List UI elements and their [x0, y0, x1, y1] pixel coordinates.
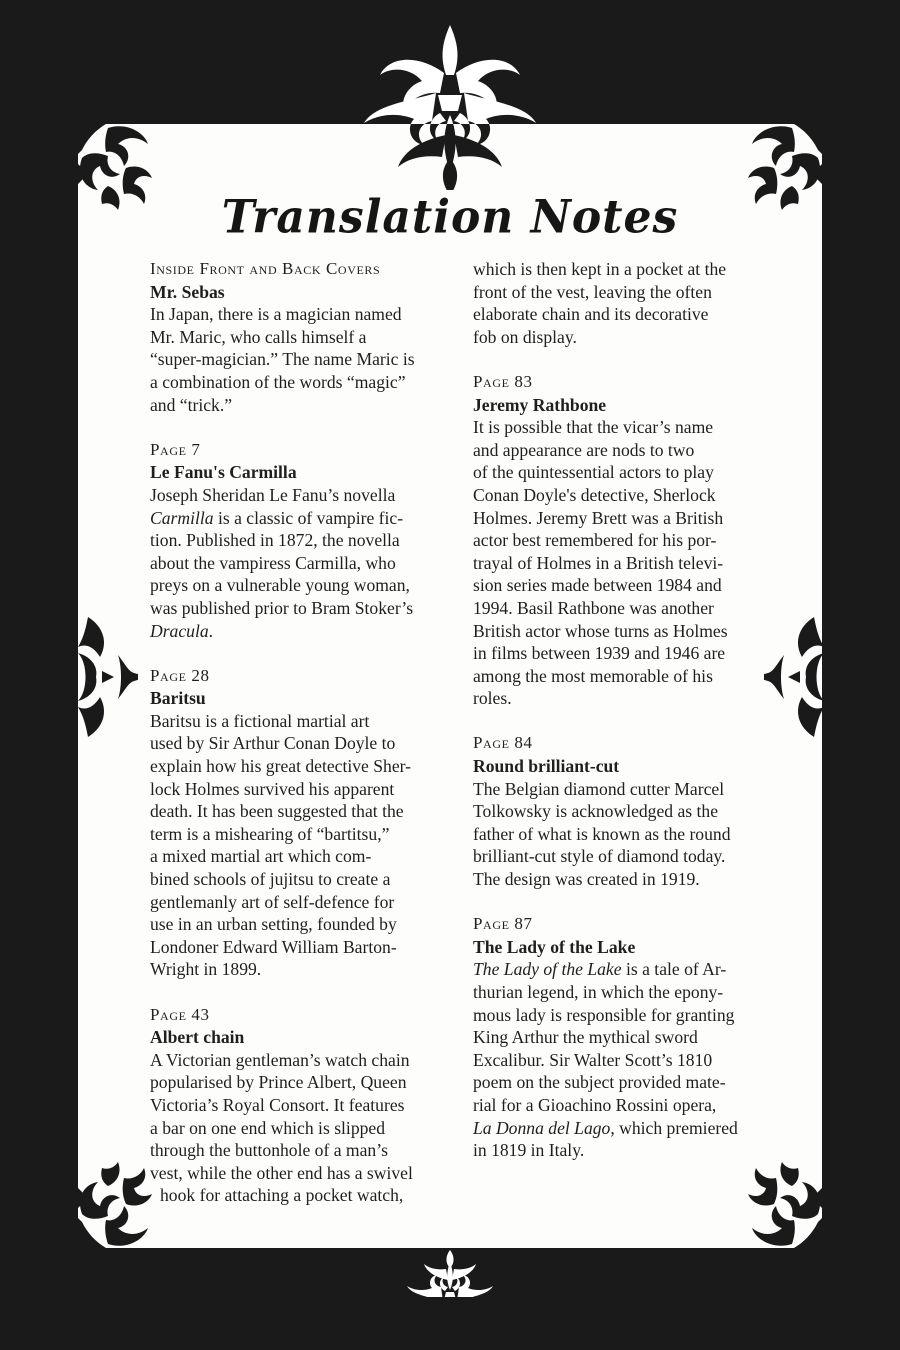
text-line: and “trick.” — [150, 394, 233, 415]
note-body — [473, 958, 773, 1161]
text-line: Joseph Sheridan Le Fanu’s novella — [150, 484, 396, 505]
text-line: gentlemanly art of self-defence for — [150, 891, 395, 912]
text-line: 1994. Basil Rathbone was another — [473, 597, 714, 618]
note-body — [473, 778, 773, 891]
page-reference: Page 83 — [473, 371, 533, 391]
text-line: Carmilla is a classic of vampire fic- — [150, 507, 404, 528]
text-line: used by Sir Arthur Conan Doyle to — [150, 733, 396, 754]
top-center-flourish-icon — [360, 20, 540, 190]
note-heading: Albert chain — [150, 1027, 245, 1048]
text-line: fob on display. — [473, 326, 577, 347]
note-body — [150, 484, 450, 642]
text-line: A Victorian gentleman’s watch chain — [150, 1049, 410, 1070]
text-line: It is possible that the vicar’s name — [473, 417, 714, 438]
page-reference: Page 28 — [150, 665, 210, 685]
page-reference: Page 84 — [473, 733, 533, 753]
text-line: lock Holmes survived his apparent — [150, 778, 395, 799]
text-line: through the buttonhole of a man’s — [150, 1140, 388, 1161]
bottom-left-corner-ornament-icon — [78, 1158, 158, 1248]
text-line: popularised by Prince Albert, Queen — [150, 1072, 407, 1093]
note-entry — [473, 732, 773, 890]
note-body — [150, 710, 450, 981]
note-entry — [150, 665, 450, 981]
note-heading: Round brilliant-cut — [473, 756, 620, 777]
text-line: term is a mishearing of “bartitsu,” — [150, 823, 390, 844]
text-line: actor best remembered for his por- — [473, 530, 717, 551]
text-line: British actor whose turns as Holmes — [473, 620, 728, 641]
text-line: The design was created in 1919. — [473, 869, 700, 890]
text-line: Baritsu is a fictional martial art — [150, 710, 370, 731]
text-line: Tolkowsky is acknowledged as the — [473, 801, 719, 822]
text-line: a bar on one end which is slipped — [150, 1117, 386, 1138]
note-body — [150, 303, 450, 416]
page-reference: Page 43 — [150, 1004, 210, 1024]
text-line: Mr. Maric, who calls himself a — [150, 326, 367, 347]
text-line: use in an urban setting, founded by — [150, 914, 397, 935]
page-reference: Inside Front and Back Covers — [150, 259, 381, 278]
text-line: among the most memorable of his — [473, 665, 713, 686]
text-line: brilliant-cut style of diamond today. — [473, 846, 726, 867]
text-line: rial for a Gioachino Rossini opera, — [473, 1094, 717, 1115]
text-line: vest, while the other end has a swivel — [150, 1162, 413, 1183]
text-line: in 1819 in Italy. — [473, 1140, 585, 1161]
note-heading: The Lady of the Lake — [473, 936, 636, 957]
text-line: In Japan, there is a magician named — [150, 304, 402, 325]
text-line: bined schools of jujitsu to create a — [150, 869, 391, 890]
text-line: tion. Published in 1872, the novella — [150, 530, 400, 551]
text-line: of the quintessential actors to play — [473, 462, 714, 483]
text-line: father of what is known as the round — [473, 823, 731, 844]
page-title: Translation Notes — [221, 190, 679, 245]
text-line: The Lady of the Lake is a tale of Ar- — [473, 959, 727, 980]
text-line: La Donna del Lago, which premiered — [473, 1117, 738, 1138]
left-column — [150, 258, 450, 1230]
text-line: hook for attaching a pocket watch, — [160, 1185, 404, 1206]
note-heading: Mr. Sebas — [150, 281, 225, 302]
note-entry — [150, 439, 450, 642]
text-line: was published prior to Bram Stoker’s — [150, 597, 414, 618]
text-line: Dracula. — [150, 620, 214, 641]
text-line: Conan Doyle's detective, Sherlock — [473, 484, 716, 505]
text-line: front of the vest, leaving the often — [473, 281, 712, 302]
right-column — [473, 258, 773, 1184]
note-continuation — [473, 258, 773, 348]
text-line: elaborate chain and its decorative — [473, 304, 709, 325]
text-line: which is then kept in a pocket at the — [473, 259, 727, 279]
text-line: in films between 1939 and 1946 are — [473, 643, 726, 664]
text-line: Holmes. Jeremy Brett was a British — [473, 507, 724, 528]
text-line: mous lady is responsible for granting — [473, 1004, 735, 1025]
note-entry — [473, 371, 773, 710]
page-reference: Page 87 — [473, 914, 533, 934]
text-line: a combination of the words “magic” — [150, 371, 406, 392]
text-line: death. It has been suggested that the — [150, 801, 404, 822]
text-line: thurian legend, in which the epony- — [473, 982, 724, 1002]
note-entry — [473, 913, 773, 1162]
text-line: King Arthur the mythical sword — [473, 1027, 698, 1048]
note-body — [473, 416, 773, 710]
text-line: trayal of Holmes in a British televi- — [473, 552, 724, 573]
text-line: preys on a vulnerable young woman, — [150, 575, 410, 596]
text-line: and appearance are nods to two — [473, 439, 695, 460]
note-body — [150, 1049, 450, 1207]
text-line: a mixed martial art which com- — [150, 846, 372, 867]
text-line: Londoner Edward William Barton- — [150, 936, 397, 957]
text-line: about the vampiress Carmilla, who — [150, 552, 396, 573]
left-side-flourish-icon — [78, 612, 138, 742]
note-heading: Baritsu — [150, 688, 206, 709]
text-line: poem on the subject provided mate- — [473, 1072, 726, 1093]
text-line: The Belgian diamond cutter Marcel — [473, 778, 725, 799]
text-line: sion series made between 1984 and — [473, 575, 722, 596]
text-line: “super-magician.” The name Maric is — [150, 349, 415, 370]
note-entry — [150, 258, 450, 416]
text-line: roles. — [473, 688, 512, 709]
note-entry — [150, 1004, 450, 1207]
note-heading: Le Fanu's Carmilla — [150, 462, 297, 483]
text-line: Excalibur. Sir Walter Scott’s 1810 — [473, 1049, 713, 1070]
text-line: Victoria’s Royal Consort. It features — [150, 1094, 405, 1115]
text-line: explain how his great detective Sher- — [150, 756, 412, 777]
text-line: Wright in 1899. — [150, 959, 262, 980]
right-side-flourish-icon — [764, 612, 824, 742]
note-heading: Jeremy Rathbone — [473, 394, 607, 415]
page-reference: Page 7 — [150, 439, 201, 459]
